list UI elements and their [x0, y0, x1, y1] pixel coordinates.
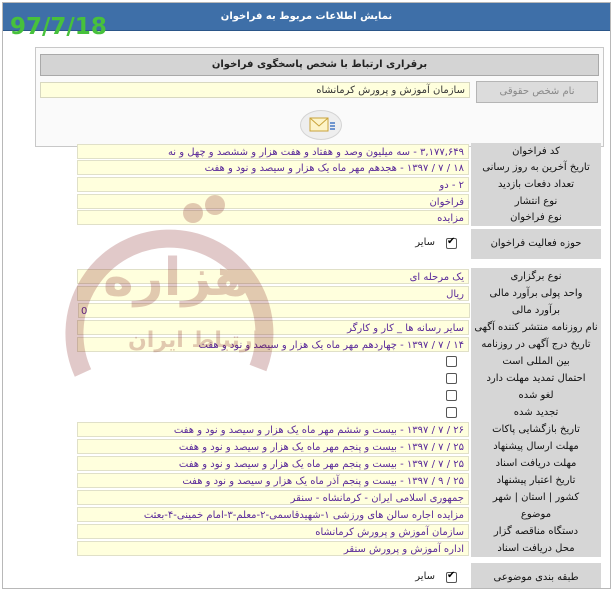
field-label: مهلت دریافت اسناد [471, 455, 601, 473]
field-value: ۲۵ / ۷ / ۱۳۹۷ - بیست و پنجم مهر ماه یک هزار و سیصد و نود و هفت [77, 439, 469, 454]
field-label: موضوع [471, 506, 601, 524]
field-value: ۳,۱۷۷,۶۴۹ - سه میلیون وصد و هفتاد و هفت هزار و ششصد و چهل و نه [77, 144, 469, 159]
field-value: ریال [77, 286, 469, 301]
field-label: واحد پولی برآورد مالی [471, 285, 601, 303]
field-value: سازمان آموزش و پرورش کرمانشاه [77, 524, 469, 539]
field-label: نوع انتشار [471, 193, 601, 211]
field-value: مزایده [77, 210, 469, 225]
field-value: ۲ - دو [77, 177, 469, 192]
field-label: نوع برگزاری [471, 268, 601, 286]
field-label: بین المللی است [471, 353, 601, 371]
field-checkbox[interactable] [446, 572, 457, 583]
field-label: محل دریافت اسناد [471, 540, 601, 558]
field-value: سایر رسانه ها _ کار و کارگر [77, 320, 469, 335]
field-value: مزایده اجاره سالن های ورزشی ۱-شهیدقاسمی-۲-معلم-۳-امام خمینی-۴-بعثت [77, 507, 469, 522]
contact-header-button[interactable]: برقراری ارتباط با شخص پاسخگوی فراخوان [40, 54, 599, 76]
field-checkbox-label: سایر [415, 571, 435, 582]
field-label: تاریخ اعتبار پیشنهاد [471, 472, 601, 490]
field-checkbox[interactable] [446, 390, 457, 401]
field-label: دستگاه مناقصه گزار [471, 523, 601, 541]
field-label: تاریخ بازگشایی پاکات [471, 421, 601, 439]
field-value: اداره آموزش و پرورش سنقر [77, 541, 469, 556]
field-label: نوع فراخوان [471, 209, 601, 227]
field-value: ۲۵ / ۹ / ۱۳۹۷ - بیست و پنجم آذر ماه یک هزار و سیصد و نود و هفت [77, 473, 469, 488]
field-label: تجدید شده [471, 404, 601, 422]
field-label: احتمال تمدید مهلت دارد [471, 370, 601, 388]
field-checkbox[interactable] [446, 373, 457, 384]
field-label: نام روزنامه منتشر کننده آگهی [471, 319, 601, 337]
date-stamp: 97/7/18 [10, 14, 107, 40]
field-label: مهلت ارسال پیشنهاد [471, 438, 601, 456]
field-label: تعداد دفعات بازدید [471, 176, 601, 194]
envelope-icon[interactable] [300, 110, 342, 140]
field-value: یک مرحله ای [77, 269, 469, 284]
field-label: تاریخ آخرین به روز رسانی [471, 159, 601, 177]
field-value: فراخوان [77, 194, 469, 209]
field-label: برآورد مالی [471, 302, 601, 320]
watermark-logo-text: هزاره [103, 248, 250, 308]
field-label: طبقه بندی موضوعی [471, 563, 601, 589]
field-label: تاریخ درج آگهی در روزنامه [471, 336, 601, 354]
person-type-button[interactable]: نام شخص حقوقی [476, 81, 598, 103]
organization-field: سازمان آموزش و پرورش کرمانشاه [40, 82, 470, 98]
field-value: ۲۵ / ۷ / ۱۳۹۷ - بیست و پنجم مهر ماه یک هزار و سیصد و نود و هفت [77, 456, 469, 471]
field-value: ۱۴ / ۷ / ۱۳۹۷ - چهاردهم مهر ماه یک هزار و سیصد و نود و هفت [77, 337, 469, 352]
field-checkbox[interactable] [446, 407, 457, 418]
field-label: حوزه فعالیت فراخوان [471, 229, 601, 260]
contact-section [35, 47, 604, 147]
watermark-sub-text: ارتباط ایران [128, 328, 261, 353]
field-checkbox[interactable] [446, 356, 457, 367]
field-value: ۲۶ / ۷ / ۱۳۹۷ - بیست و ششم مهر ماه یک هزار و سیصد و نود و هفت [77, 422, 469, 437]
field-label: کد فراخوان [471, 143, 601, 161]
field-label: کشور | استان | شهر [471, 489, 601, 507]
page-title: نمایش اطلاعات مربوط به فراخوان [3, 3, 610, 31]
field-checkbox-label: سایر [415, 237, 435, 248]
field-value: جمهوری اسلامی ایران - کرمانشاه - سنقر [77, 490, 469, 505]
field-label: لغو شده [471, 387, 601, 405]
field-value: 0 [78, 303, 470, 318]
field-value: ۱۸ / ۷ / ۱۳۹۷ - هجدهم مهر ماه یک هزار و سیصد و نود و هفت [77, 160, 469, 175]
field-checkbox[interactable] [446, 238, 457, 249]
announcement-panel [2, 2, 611, 589]
